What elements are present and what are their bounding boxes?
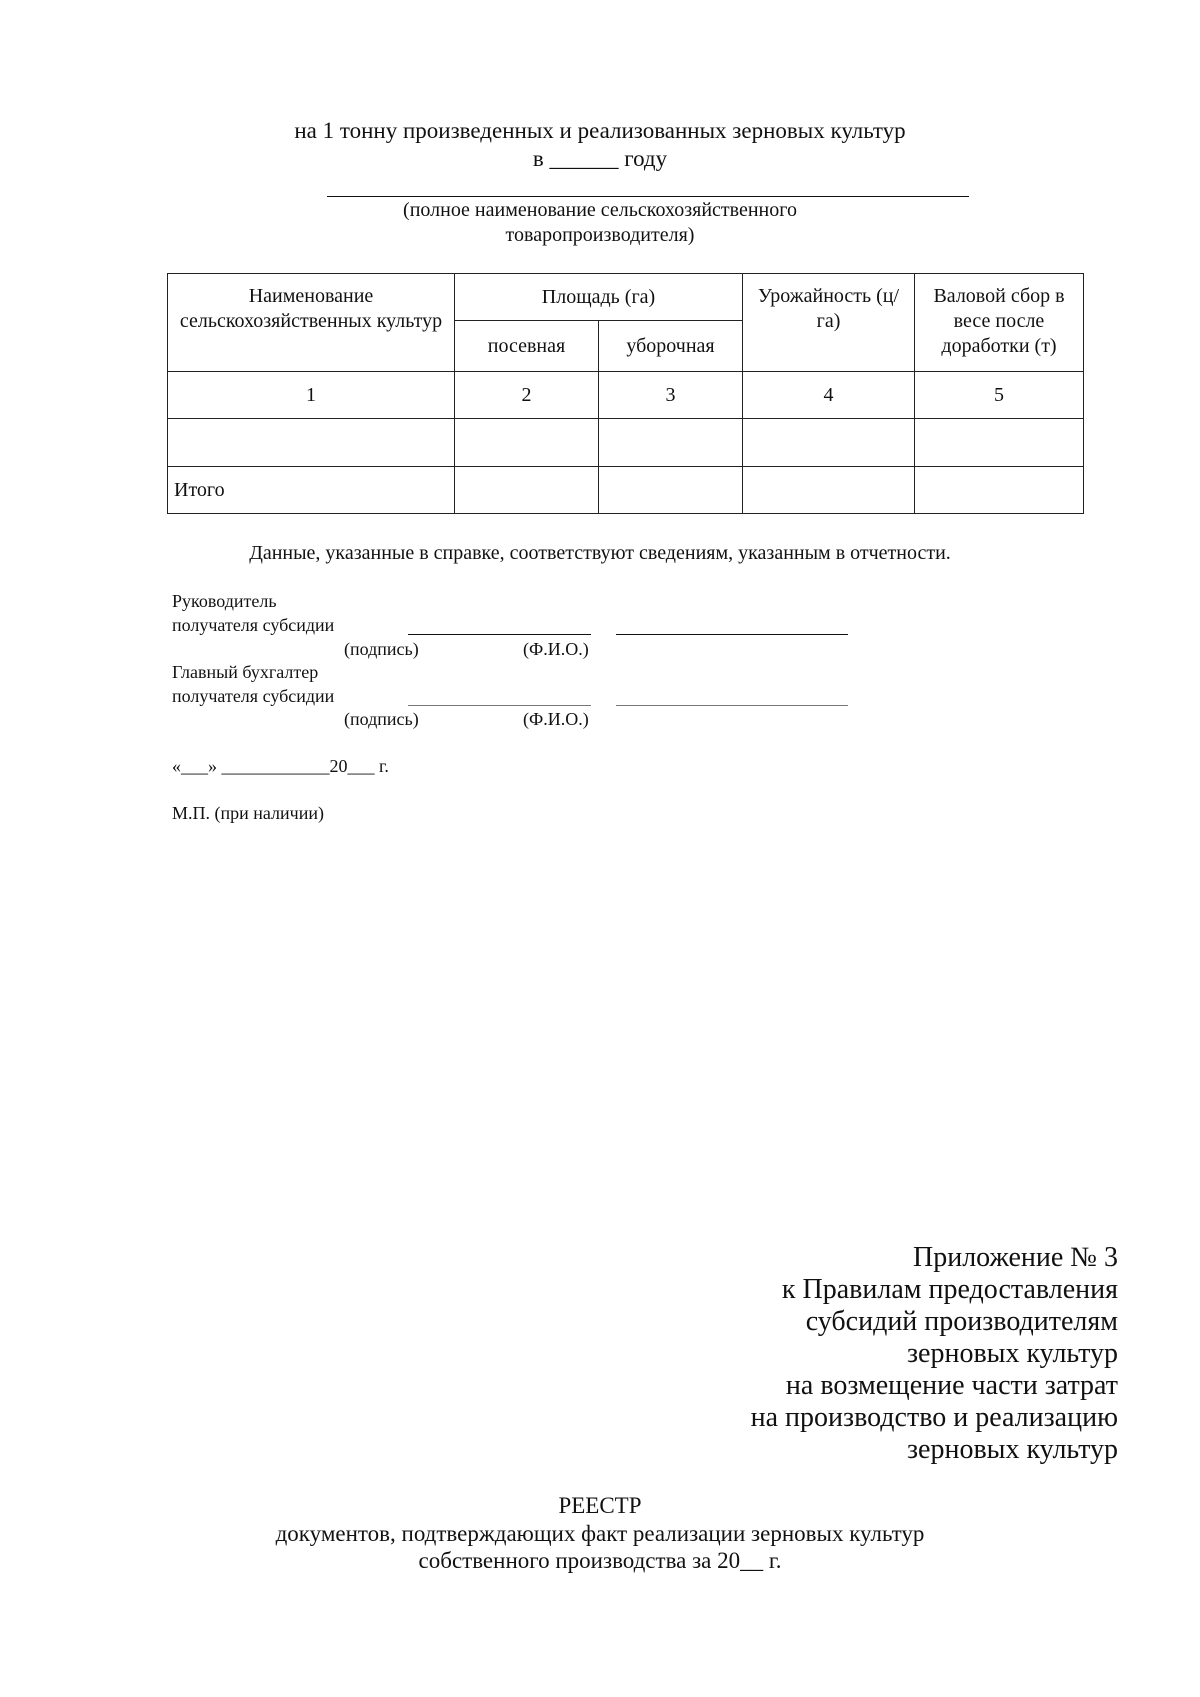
table-cell [915,419,1084,467]
appendix-line: к Правилам предоставления [781,1274,1118,1305]
appendix-line: зерновых культур [906,1434,1118,1465]
table-cell [743,419,915,467]
table-cell [599,467,743,514]
table-cell [168,419,455,467]
appendix-line: на возмещение части затрат [785,1370,1118,1401]
crops-table [167,273,1084,514]
table-cell [455,419,599,467]
registry-subtitle-1: документов, подтверждающих факт реализации зерновых культур [275,1521,925,1546]
head-name-line [616,634,848,635]
producer-name-caption-2: товаропроизводителя) [505,224,695,246]
accountant-signature-line [408,705,591,706]
header-gross-harvest: Валовой сбор в весе после доработки (т) [915,274,1084,372]
column-number: 3 [599,372,743,419]
head-title-1: Руководитель [172,591,277,611]
column-number-row [168,372,1084,419]
head-name-caption: (Ф.И.О.) [523,639,589,659]
header-sown-area: посевная [455,321,599,372]
head-signature-caption: (подпись) [344,639,419,659]
accountant-signature-caption: (подпись) [344,709,419,729]
header-harvested-area: уборочная [599,321,743,372]
producer-name-caption-1: (полное наименование сельскохозяйственного [403,199,797,221]
accountant-name-caption: (Ф.И.О.) [523,709,589,729]
header-crop-name: Наименование сельскохозяйственных культур [168,274,455,372]
statement-text: Данные, указанные в справке, соответствуют сведениям, указанным в отчетности. [249,542,951,564]
total-row [168,467,1084,514]
header-yield: Урожайность (ц/га) [743,274,915,372]
registry-subtitle-2: собственного производства за 20__ г. [418,1548,782,1573]
table-cell [599,419,743,467]
appendix-heading [518,1242,1118,1466]
form-heading-year-line: в ______ году [532,146,668,171]
table-cell [455,467,599,514]
appendix-line: субсидий производителям [805,1306,1118,1337]
data-row [168,419,1084,467]
accountant-name-line [616,705,848,706]
producer-name-field-line [327,196,969,197]
head-title-2: получателя субсидии [172,615,335,635]
accountant-title-1: Главный бухгалтер [172,662,319,682]
table-cell [743,467,915,514]
registry-title: РЕЕСТР [558,1493,642,1518]
header-area: Площадь (га) [455,274,743,321]
column-number: 1 [168,372,455,419]
column-number: 5 [915,372,1084,419]
appendix-line: Приложение № 3 [913,1242,1118,1273]
total-label: Итого [168,467,455,514]
accountant-title-2: получателя субсидии [172,686,335,706]
column-number: 2 [455,372,599,419]
column-number: 4 [743,372,915,419]
appendix-line: зерновых культур [906,1338,1118,1369]
head-signature-line [408,634,591,635]
appendix-line: на производство и реализацию [750,1402,1118,1433]
table-cell [915,467,1084,514]
stamp-note: М.П. (при наличии) [172,803,324,823]
form-heading-line-1: на 1 тонну произведенных и реализованных зерновых культур [294,118,906,143]
date-line: «___» ____________20___ г. [172,756,389,776]
